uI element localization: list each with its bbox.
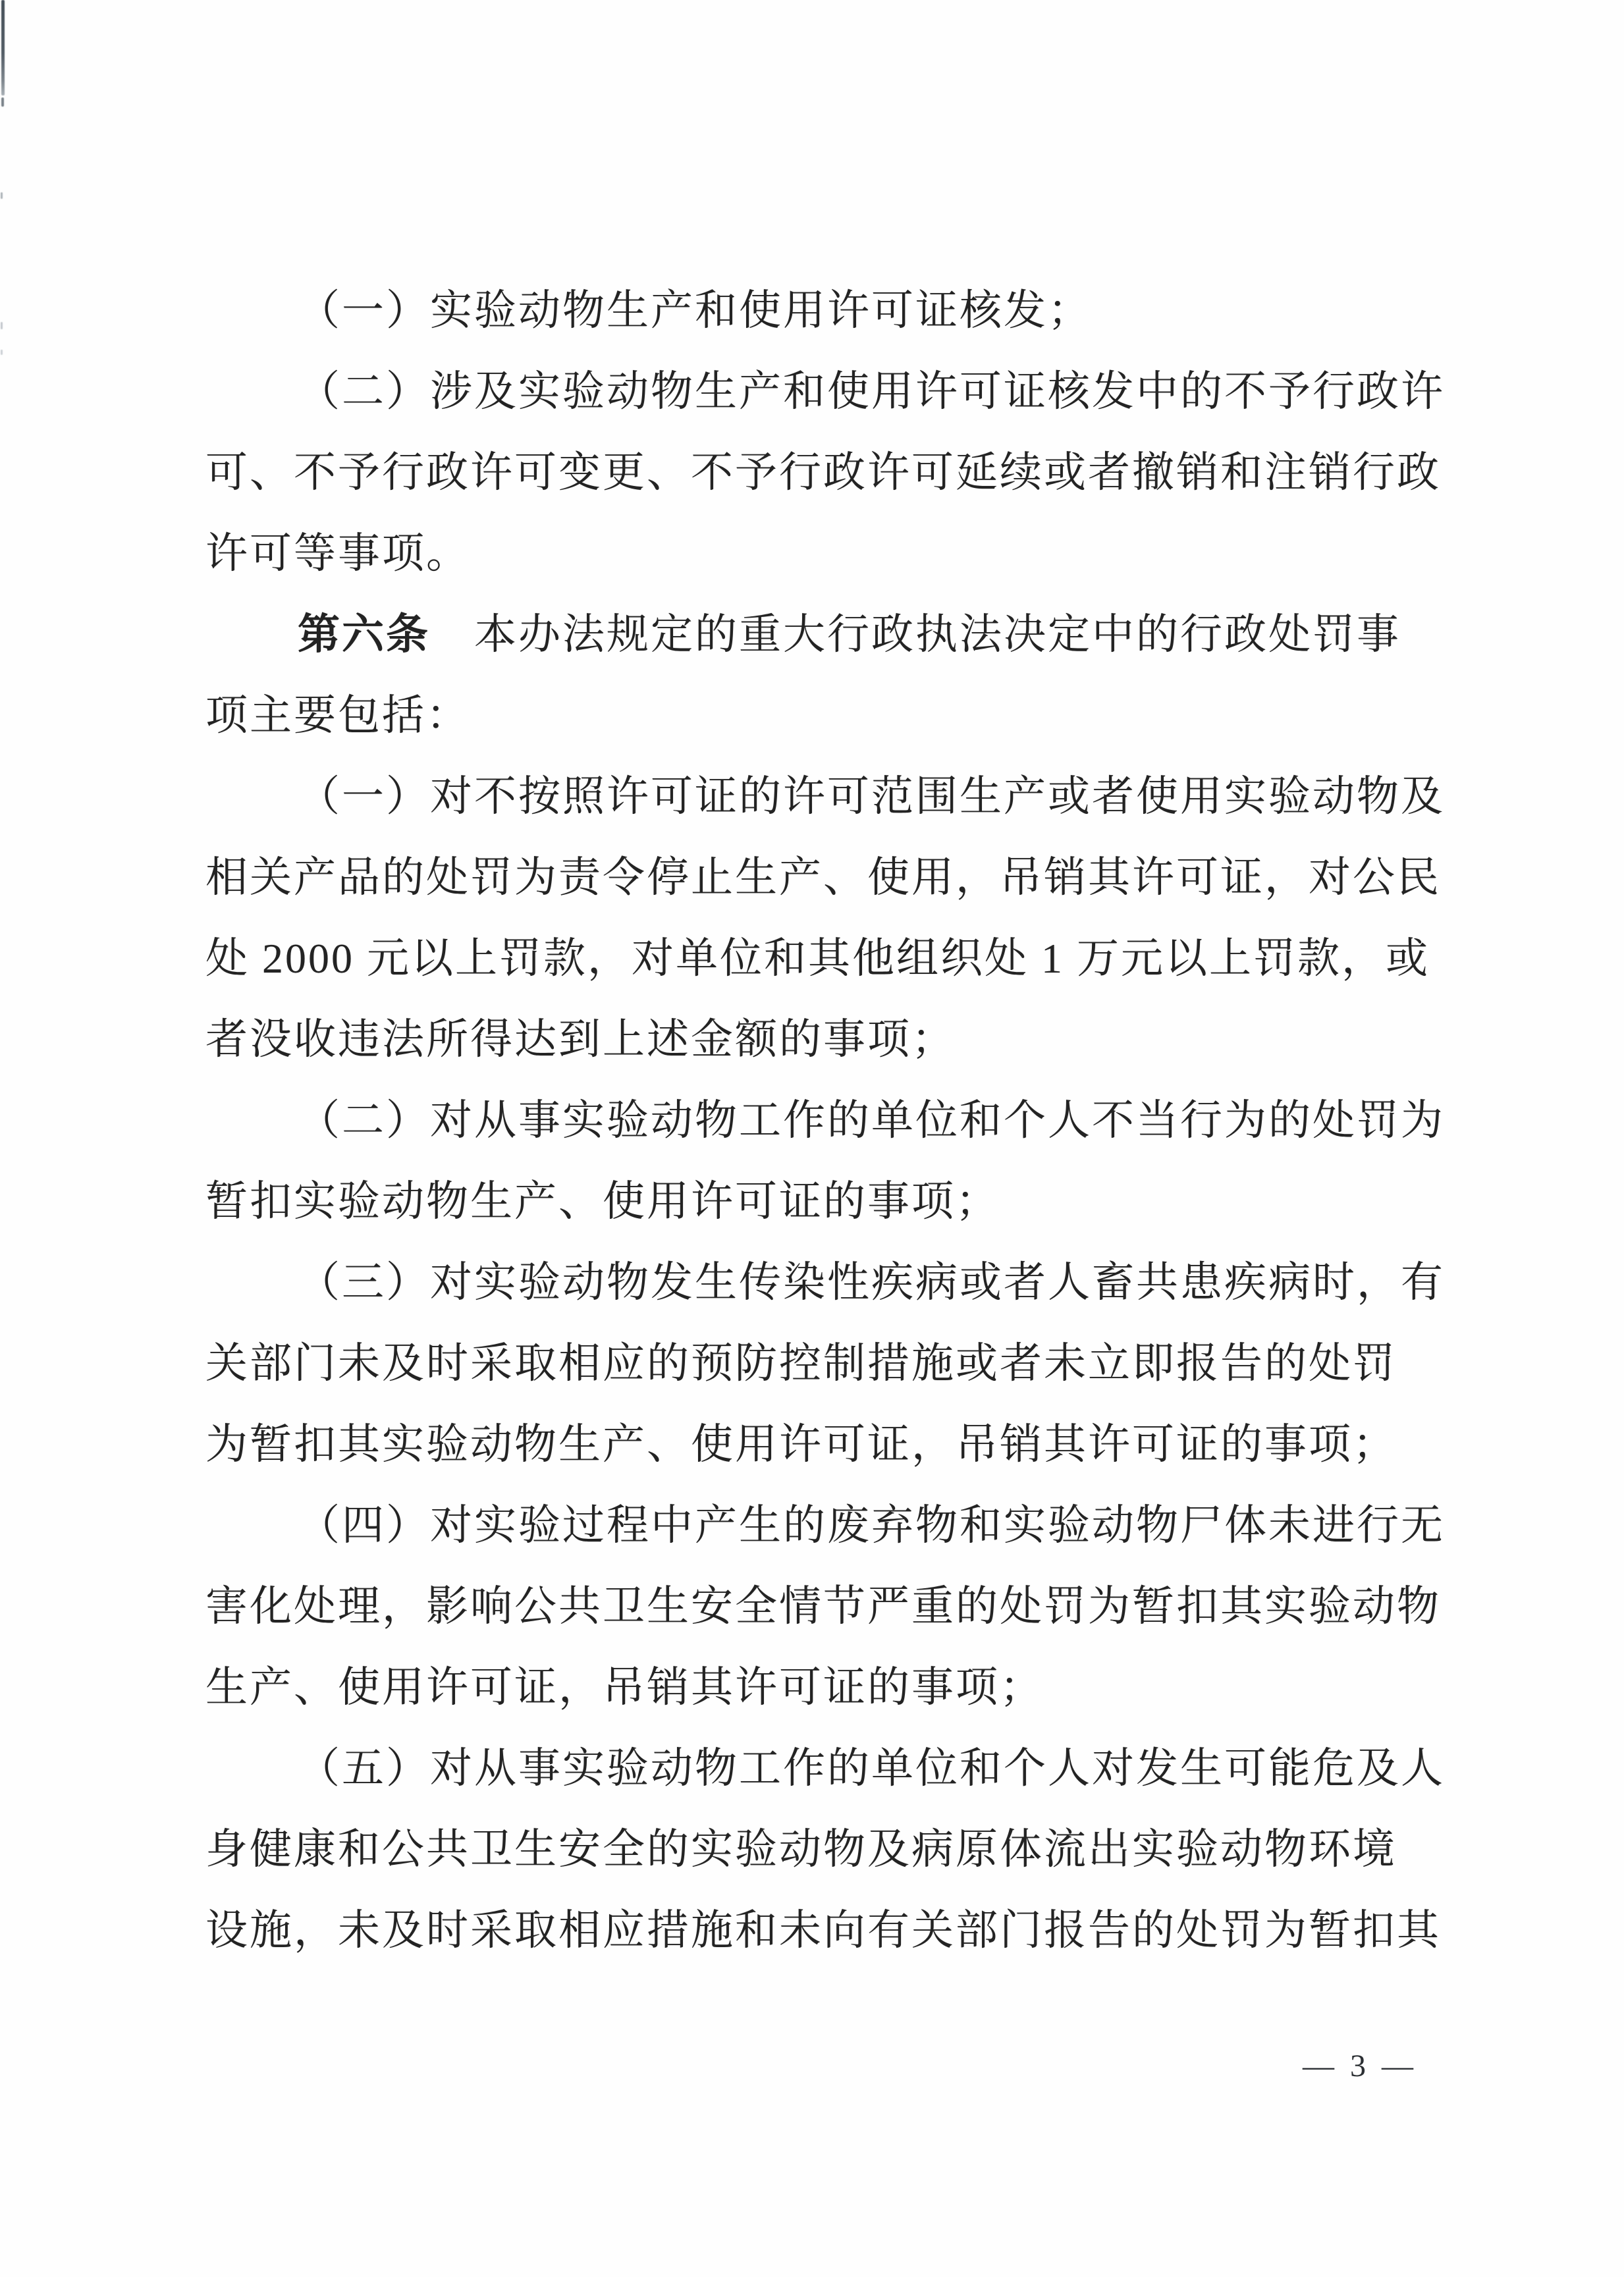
text-line: （二）涉及实验动物生产和使用许可证核发中的不予行政许 [298,368,1445,415]
text-line: 处 2000 元以上罚款，对单位和其他组织处 1 万元以上罚款，或 [205,935,1430,982]
text-line [205,594,1470,675]
paragraph-punishment-1 [205,756,1470,1080]
text-line: （二）对从事实验动物工作的单位和个人不当行为的处罚为 [298,1097,1445,1144]
text-line: （五）对从事实验动物工作的单位和个人对发生可能危及人 [298,1745,1445,1792]
document-body [205,270,1470,1971]
text-line: 相关产品的处罚为责令停止生产、使用，吊销其许可证，对公民 [205,854,1441,901]
text-line: （一）实验动物生产和使用许可证核发； [298,287,1092,334]
text-line: 者没收违法所得达到上述金额的事项； [205,1016,956,1063]
paragraph-punishment-5 [205,1728,1470,1971]
paragraph-article-6 [205,594,1470,756]
text-line: 可、不予行政许可变更、不予行政许可延续或者撤销和注销行政 [205,449,1441,496]
text-line: 生产、使用许可证，吊销其许可证的事项； [205,1664,1044,1711]
scan-speck [1,350,3,355]
scan-speck [1,322,3,329]
scan-speck [1,192,3,199]
scan-speck [1,97,4,107]
text-line: 身健康和公共卫生安全的实验动物及病原体流出实验动物环境 [205,1826,1397,1873]
text-line: 暂扣实验动物生产、使用许可证的事项； [205,1178,1000,1225]
text-line: （一）对不按照许可证的许可范围生产或者使用实验动物及 [298,773,1445,820]
text-line: 设施，未及时采取相应措施和未向有关部门报告的处罚为暂扣其 [205,1907,1441,1954]
scan-artifact-left-edge [1,0,5,95]
text-line: （四）对实验过程中产生的废弃物和实验动物尸体未进行无 [298,1502,1445,1549]
paragraph-item-1 [205,270,1470,351]
article-text: 本办法规定的重大行政执法决定中的行政处罚事 [430,611,1401,658]
paragraph-item-2 [205,351,1470,594]
paragraph-punishment-4 [205,1485,1470,1728]
paragraph-punishment-2 [205,1080,1470,1242]
text-line: 许可等事项。 [205,530,470,577]
page-number: — 3 — [1303,2049,1417,2083]
article-number-label: 第六条 [298,611,430,658]
text-line: 关部门未及时采取相应的预防控制措施或者未立即报告的处罚 [205,1340,1397,1387]
text-line: 害化处理，影响公共卫生安全情节严重的处罚为暂扣其实验动物 [205,1583,1441,1630]
text-line: 为暂扣其实验动物生产、使用许可证，吊销其许可证的事项； [205,1421,1397,1468]
text-line: （三）对实验动物发生传染性疾病或者人畜共患疾病时，有 [298,1259,1445,1306]
text-line: 项主要包括： [205,692,470,739]
paragraph-punishment-3 [205,1242,1470,1485]
